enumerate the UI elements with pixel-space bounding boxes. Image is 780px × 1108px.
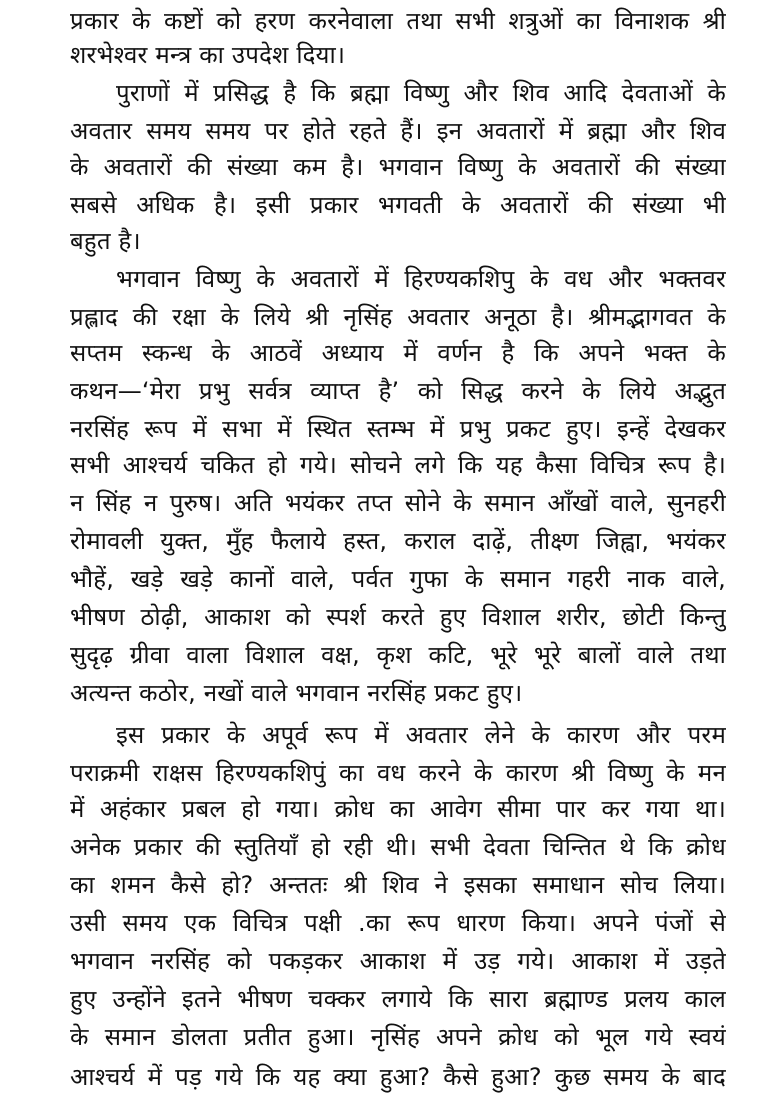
text-line: प्रह्लाद की रक्षा के लिये श्री नृसिंह अवतार अनूठा है। श्रीमद्भागवत के (70, 303, 726, 331)
text-line: इस प्रकार के अपूर्व रूप में अवतार लेने के कारण और परम (116, 721, 726, 749)
text-line: पुराणों में प्रसिद्ध है कि ब्रह्मा विष्णु और शिव आदि देवताओं के (116, 79, 726, 107)
text-line: सभी आश्चर्य चकित हो गये। सोचने लगे कि यह कैसा विचित्र रूप है। (70, 451, 726, 479)
text-line: सबसे अधिक है। इसी प्रकार भगवती के अवतारों की संख्या भी (70, 191, 726, 219)
text-line: अनेक प्रकार की स्तुतियाँ हो रही थी। सभी देवता चिन्तित थे कि क्रोध (70, 833, 726, 861)
text-line: के अवतारों की संख्या कम है। भगवान विष्णु के अवतारों की संख्या (70, 153, 726, 181)
text-line: पराक्रमी राक्षस हिरण्यकशिपुं का वध करने के कारण श्री विष्णु के मन (70, 759, 726, 787)
text-line: अत्यन्त कठोर, नखों वाले भगवान नरसिंह प्रकट हुए। (70, 679, 523, 707)
text-line: हुए उन्होंने इतने भीषण चक्कर लगाये कि सारा ब्रह्माण्ड प्रलय काल (70, 985, 726, 1013)
text-line: में अहंकार प्रबल हो गया। क्रोध का आवेग सीमा पार कर गया था। (70, 795, 726, 823)
text-line: कथन—‘मेरा प्रभु सर्वत्र व्याप्त है’ को सिद्ध करने के लिये अद्भुत (70, 377, 726, 405)
text-line: सप्तम स्कन्ध के आठवें अध्याय में वर्णन है कि अपने भक्त के (70, 339, 726, 367)
text-line: शरभेश्वर मन्त्र का उपदेश दिया। (70, 41, 346, 69)
text-line: बहुत है। (70, 227, 141, 255)
text-line: अवतार समय समय पर होते रहते हैं। इन अवतारों में ब्रह्मा और शिव (70, 117, 726, 145)
text-line: आश्चर्य में पड़ गये कि यह क्या हुआ? कैसे हुआ? कुछ समय के बाद (70, 1063, 726, 1091)
text-line: प्रकार के कष्टों को हरण करनेवाला तथा सभी शत्रुओं का विनाशक श्री (70, 7, 726, 35)
text-line: नरसिंह रूप में सभा में स्थित स्तम्भ में प्रभु प्रकट हुए। इन्हें देखकर (70, 415, 726, 443)
text-line: उसी समय एक विचित्र पक्षी .का रूप धारण किया। अपने पंजों से (70, 909, 726, 937)
text-line: भौहें, खड़े खड़े कानों वाले, पर्वत गुफा के समान गहरी नाक वाले, (70, 565, 726, 593)
text-line: का शमन कैसे हो? अन्ततः श्री शिव ने इसका समाधान सोच लिया। (70, 871, 726, 899)
text-line: सुदृढ़ ग्रीवा वाला विशाल वक्ष, कृश कटि, भूरे भूरे बालों वाले तथा (70, 641, 726, 669)
text-line: भगवान विष्णु के अवतारों में हिरण्यकशिपु के वध और भक्तवर (116, 265, 726, 293)
text-line: भीषण ठोढ़ी, आकाश को स्पर्श करते हुए विशाल शरीर, छोटी किन्तु (70, 603, 726, 631)
text-line: न सिंह न पुरुष। अति भयंकर तप्त सोने के समान आँखों वाले, सुनहरी (70, 489, 726, 517)
text-line: भगवान नरसिंह को पकड़कर आकाश में उड़ गये। आकाश में उड़ते (70, 947, 726, 975)
text-line: के समान डोलता प्रतीत हुआ। नृसिंह अपने क्रोध को भूल गये स्वयं (70, 1023, 726, 1051)
text-line: रोमावली युक्त, मुँह फैलाये हस्त, कराल दाढ़ें, तीक्ष्ण जिह्वा, भयंकर (70, 527, 726, 555)
